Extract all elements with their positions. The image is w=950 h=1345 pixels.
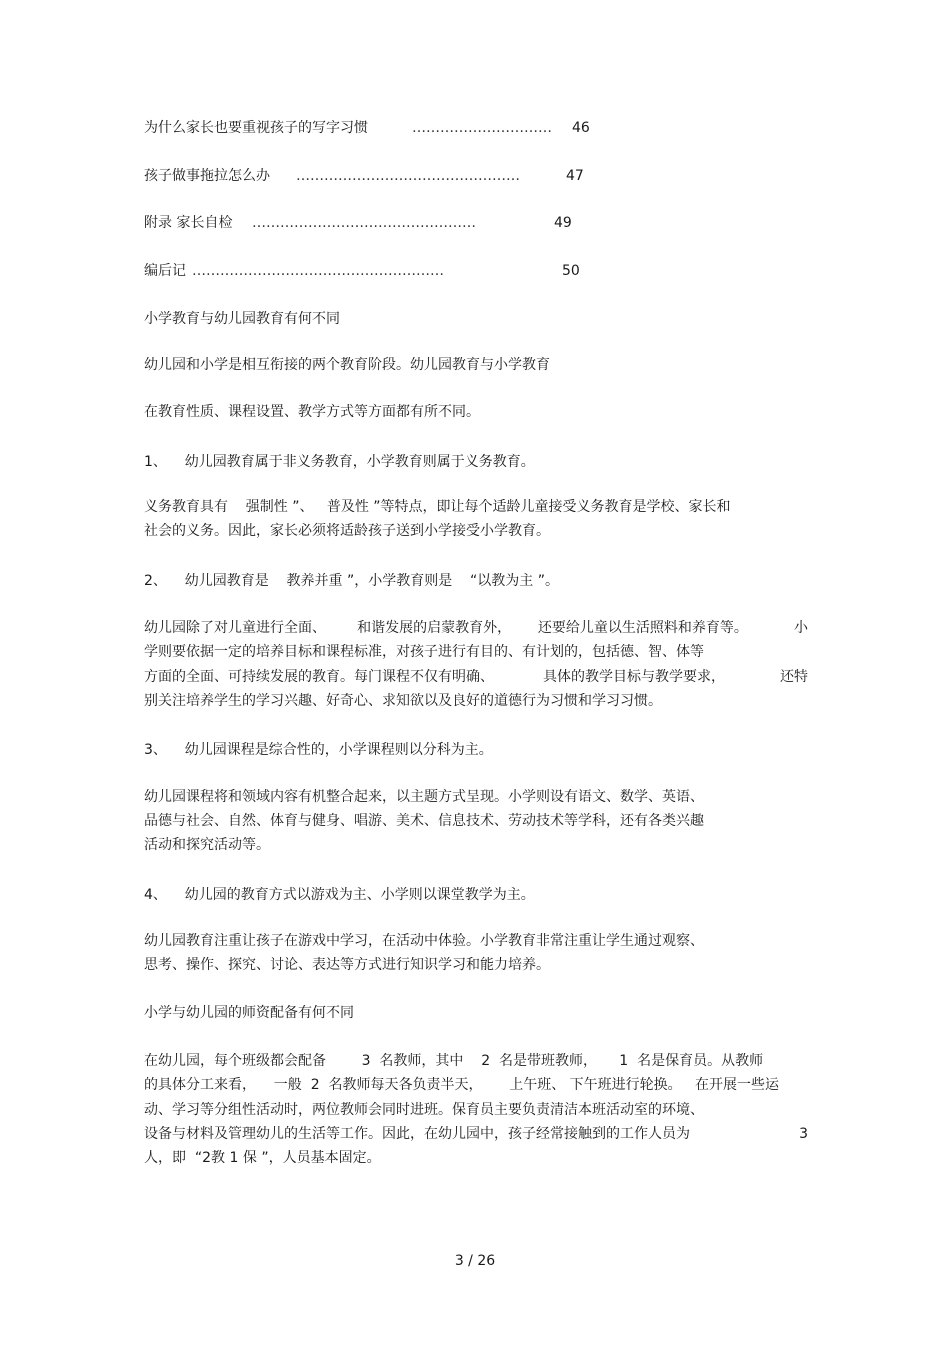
toc-page-number: 46 — [572, 120, 590, 136]
paragraph-line-tail: 还特 — [780, 669, 808, 685]
paragraph-line-tail: 3 — [799, 1126, 808, 1142]
toc-page-number: 49 — [554, 215, 572, 231]
paragraph-line: 学则要依据一定的培养目标和课程标准，对孩子进行有目的、有计划的，包括德、智、体等 — [144, 644, 704, 660]
section-heading: 小学与幼儿园的师资配备有何不同 — [144, 1005, 354, 1021]
paragraph-line: 方面的全面、可持续发展的教育。每门课程不仅有明确、 具体的教学目标与教学要求， — [144, 669, 725, 685]
paragraph-line: 幼儿园除了对儿童进行全面、 和谐发展的启蒙教育外， 还要给儿童以生活照料和养育等。 — [144, 620, 748, 636]
point-title: 1、 幼儿园教育属于非义务教育，小学教育则属于义务教育。 — [144, 454, 535, 470]
paragraph-line: 义务教育具有 强制性 ”、 普及性 ”等特点，即让每个适龄儿童接受义务教育是学校、家长和 — [144, 499, 731, 515]
paragraph-line: 品德与社会、自然、体育与健身、唱游、美术、信息技术、劳动技术等学科，还有各类兴趣 — [144, 813, 704, 829]
paragraph-line: 的具体分工来看， 一般 2 名教师每天各负责半天， 上午班、 下午班进行轮换。 在开展一些运 — [144, 1077, 780, 1093]
paragraph-line: 别关注培养学生的学习兴趣、好奇心、求知欲以及良好的道德行为习惯和学习习惯。 — [144, 693, 662, 709]
paragraph-line: 思考、操作、探究、讨论、表达等方式进行知识学习和能力培养。 — [144, 957, 550, 973]
toc-title: 附录 家长自检 — [144, 215, 233, 231]
toc-title: 为什么家长也要重视孩子的写字习惯 — [144, 120, 368, 136]
paragraph-line: 幼儿园教育注重让孩子在游戏中学习，在活动中体验。小学教育非常注重让学生通过观察、 — [144, 933, 704, 949]
paragraph-line: 社会的义务。因此，家长必须将适龄孩子送到小学接受小学教育。 — [144, 523, 550, 539]
paragraph-line: 在幼儿园，每个班级都会配备 3 名教师，其中 2 名是带班教师， 1 名是保育员。从教师 — [144, 1053, 764, 1069]
paragraph-line: 设备与材料及管理幼儿的生活等工作。因此，在幼儿园中，孩子经常接触到的工作人员为 — [144, 1126, 690, 1142]
paragraph-line-tail: 小 — [794, 620, 808, 636]
toc-row[interactable] — [144, 261, 604, 281]
paragraph-line: 幼儿园和小学是相互衔接的两个教育阶段。幼儿园教育与小学教育 — [144, 357, 550, 373]
paragraph-line: 人，即 “2教 1 保 ”，人员基本固定。 — [144, 1150, 381, 1166]
toc-leader-dots: ……………………………………………… — [192, 263, 444, 279]
point-title: 3、 幼儿园课程是综合性的，小学课程则以分科为主。 — [144, 742, 493, 758]
paragraph-line: 在教育性质、课程设置、教学方式等方面都有所不同。 — [144, 404, 480, 420]
toc-title: 孩子做事拖拉怎么办 — [144, 168, 270, 184]
toc-leader-dots: ………………………………………… — [252, 215, 476, 231]
toc-title: 编后记 — [144, 263, 186, 279]
point-title: 4、 幼儿园的教育方式以游戏为主、小学则以课堂教学为主。 — [144, 887, 535, 903]
point-title: 2、 幼儿园教育是 教养并重 ”，小学教育则是 “以教为主 ”。 — [144, 573, 559, 589]
page-indicator: 3 / 26 — [454, 1253, 496, 1269]
toc-leader-dots: ………………………………………… — [296, 168, 520, 184]
toc-page-number: 47 — [566, 168, 584, 184]
toc-page-number: 50 — [562, 263, 580, 279]
paragraph-line: 动、学习等分组性活动时，两位教师会同时进班。保育员主要负责清洁本班活动室的环境、 — [144, 1102, 704, 1118]
section-heading: 小学教育与幼儿园教育有何不同 — [144, 311, 340, 327]
toc-row[interactable] — [144, 213, 604, 233]
toc-row[interactable] — [144, 166, 604, 186]
toc-leader-dots: ………………………… — [412, 120, 552, 136]
toc-row[interactable] — [144, 118, 604, 138]
paragraph-line: 幼儿园课程将和领域内容有机整合起来，以主题方式呈现。小学则设有语文、数学、英语、 — [144, 789, 704, 805]
paragraph-line: 活动和探究活动等。 — [144, 837, 270, 853]
